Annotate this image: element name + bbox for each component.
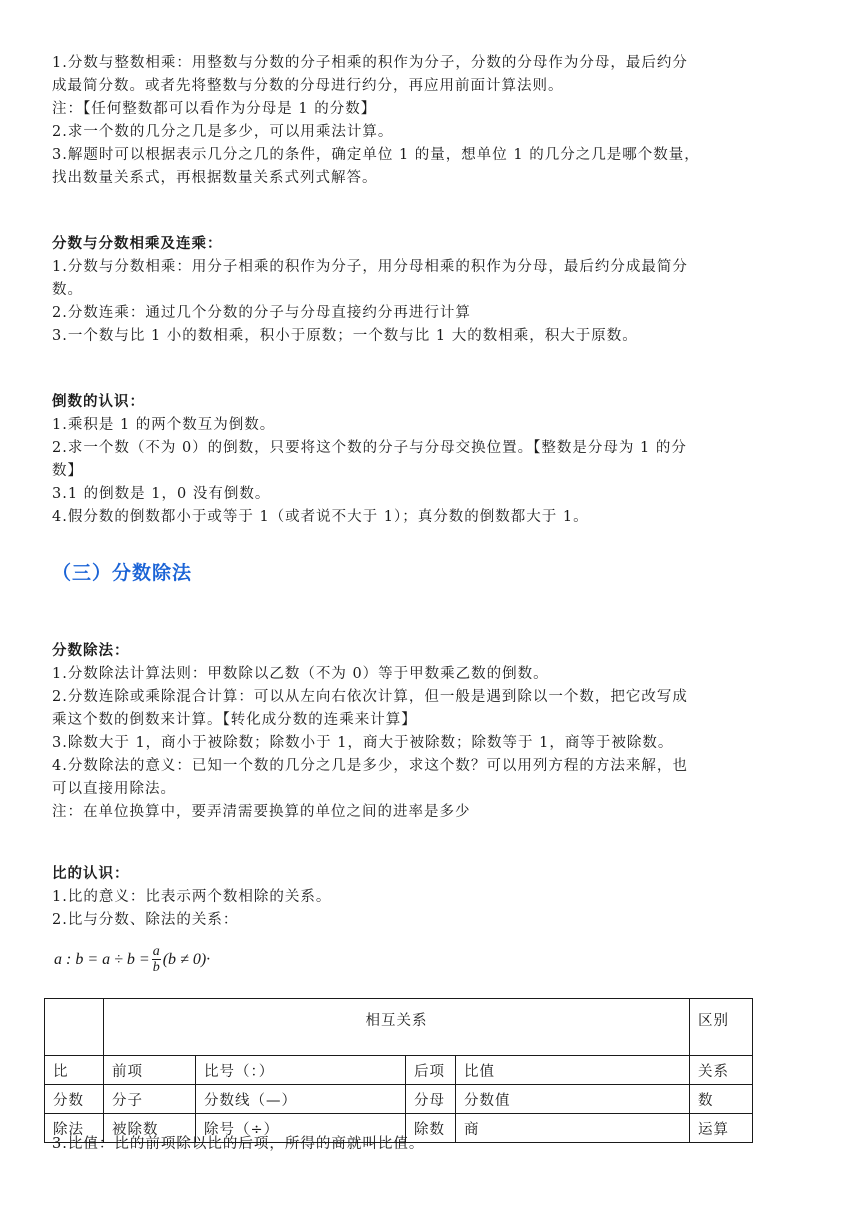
section-title: （三）分数除法 [52, 562, 193, 584]
table-cell: 数 [690, 1085, 753, 1114]
table-cell: 分数 [45, 1085, 104, 1114]
section-ratio-value [52, 1133, 812, 1156]
formula-right: (b ≠ 0)· [162, 950, 211, 968]
section-heading: 倒数的认识： [52, 394, 145, 410]
table-row [45, 1056, 753, 1085]
table-cell: 比 [45, 1056, 104, 1085]
formula-denominator: b [152, 960, 160, 975]
table-cell: 除数 [406, 1114, 456, 1143]
text-line: 2.求一个数（不为 0）的倒数，只要将这个数的分子与分母交换位置。【整数是分母为 1 的分 [52, 440, 687, 456]
section-heading: 比的认识： [52, 866, 130, 882]
formula-fraction [152, 944, 161, 975]
text-line: 3.一个数与比 1 小的数相乘，积小于原数；一个数与比 1 大的数相乘，积大于原数。 [52, 328, 638, 344]
table-cell: 分数线（—） [196, 1085, 406, 1114]
table-cell: 分子 [104, 1085, 196, 1114]
text-line: 1.分数除法计算法则：甲数除以乙数（不为 0）等于甲数乘乙数的倒数。 [52, 666, 549, 682]
text-line: 2.分数连除或乘除混合计算：可以从左向右依次计算，但一般是遇到除以一个数，把它改写成 [52, 689, 688, 705]
text-line: 成最简分数。或者先将整数与分数的分母进行约分，再应用前面计算法则。 [52, 78, 564, 94]
text-line: 乘这个数的倒数来计算。【转化成分数的连乘来计算】 [52, 712, 417, 728]
text-line: 2.求一个数的几分之几是多少，可以用乘法计算。 [52, 124, 394, 140]
text-line: 注：【任何整数都可以看作为分母是 1 的分数】 [52, 101, 377, 117]
table-cell: 分母 [406, 1085, 456, 1114]
text-line: 可以直接用除法。 [52, 781, 176, 797]
text-line: 1.比的意义：比表示两个数相除的关系。 [52, 889, 332, 905]
section-fraction-multiply [52, 233, 812, 348]
text-line: 3.解题时可以根据表示几分之几的条件，确定单位 1 的量，想单位 1 的几分之几是哪个数量， [52, 147, 700, 163]
text-line: 3.比值：比的前项除以比的后项，所得的商就叫比值。 [52, 1136, 425, 1152]
text-line: 4.分数除法的意义：已知一个数的几分之几是多少，求这个数？可以用列方程的方法来解，也 [52, 758, 688, 774]
text-line: 2.分数连乘：通过几个分数的分子与分母直接约分再进行计算 [52, 305, 471, 321]
text-line: 4.假分数的倒数都小于或等于 1（或者说不大于 1）；真分数的倒数都大于 1。 [52, 509, 589, 525]
text-line: 3.1 的倒数是 1，0 没有倒数。 [52, 486, 271, 502]
section-reciprocal [52, 391, 812, 529]
table-header-relation: 相互关系 [104, 999, 690, 1056]
table-cell: 除号（÷） [196, 1114, 406, 1143]
text-line: 1.分数与分数相乘：用分子相乘的积作为分子，用分母相乘的积作为分母，最后约分成最简分 [52, 259, 688, 275]
table-cell: 后项 [406, 1056, 456, 1085]
section-heading: 分数除法： [52, 643, 130, 659]
section-fraction-integer-multiply [52, 52, 812, 190]
text-line: 数】 [52, 463, 83, 479]
table-cell: 分数值 [456, 1085, 690, 1114]
formula-left: a : b = a ÷ b = [54, 950, 150, 968]
text-line: 1.乘积是 1 的两个数互为倒数。 [52, 417, 276, 433]
ratio-formula [54, 944, 210, 975]
table-cell: 商 [456, 1114, 690, 1143]
text-line: 2.比与分数、除法的关系： [52, 912, 239, 928]
table-row [45, 1085, 753, 1114]
table-cell: 除法 [45, 1114, 104, 1143]
text-line: 1.分数与整数相乘：用整数与分数的分子相乘的积作为分子，分数的分母作为分母，最后约分 [52, 55, 688, 71]
section-heading: 分数与分数相乘及连乘： [52, 236, 223, 252]
text-line: 数。 [52, 282, 83, 298]
table-cell: 比值 [456, 1056, 690, 1085]
table-cell: 被除数 [104, 1114, 196, 1143]
formula-numerator: a [152, 944, 160, 959]
table-cell: 前项 [104, 1056, 196, 1085]
section-ratio [52, 863, 812, 932]
text-line: 注：在单位换算中，要弄清需要换算的单位之间的进率是多少 [52, 804, 471, 820]
text-line: 找出数量关系式，再根据数量关系式列式解答。 [52, 170, 378, 186]
table-corner-cell [45, 999, 104, 1056]
section-fraction-division [52, 640, 812, 824]
relation-table [44, 998, 753, 1143]
table-cell: 比号（：） [196, 1056, 406, 1085]
table-cell: 关系 [690, 1056, 753, 1085]
table-header-difference: 区别 [690, 999, 753, 1056]
table-cell: 运算 [690, 1114, 753, 1143]
text-line: 3.除数大于 1，商小于被除数；除数小于 1，商大于被除数；除数等于 1，商等于被除数。 [52, 735, 674, 751]
